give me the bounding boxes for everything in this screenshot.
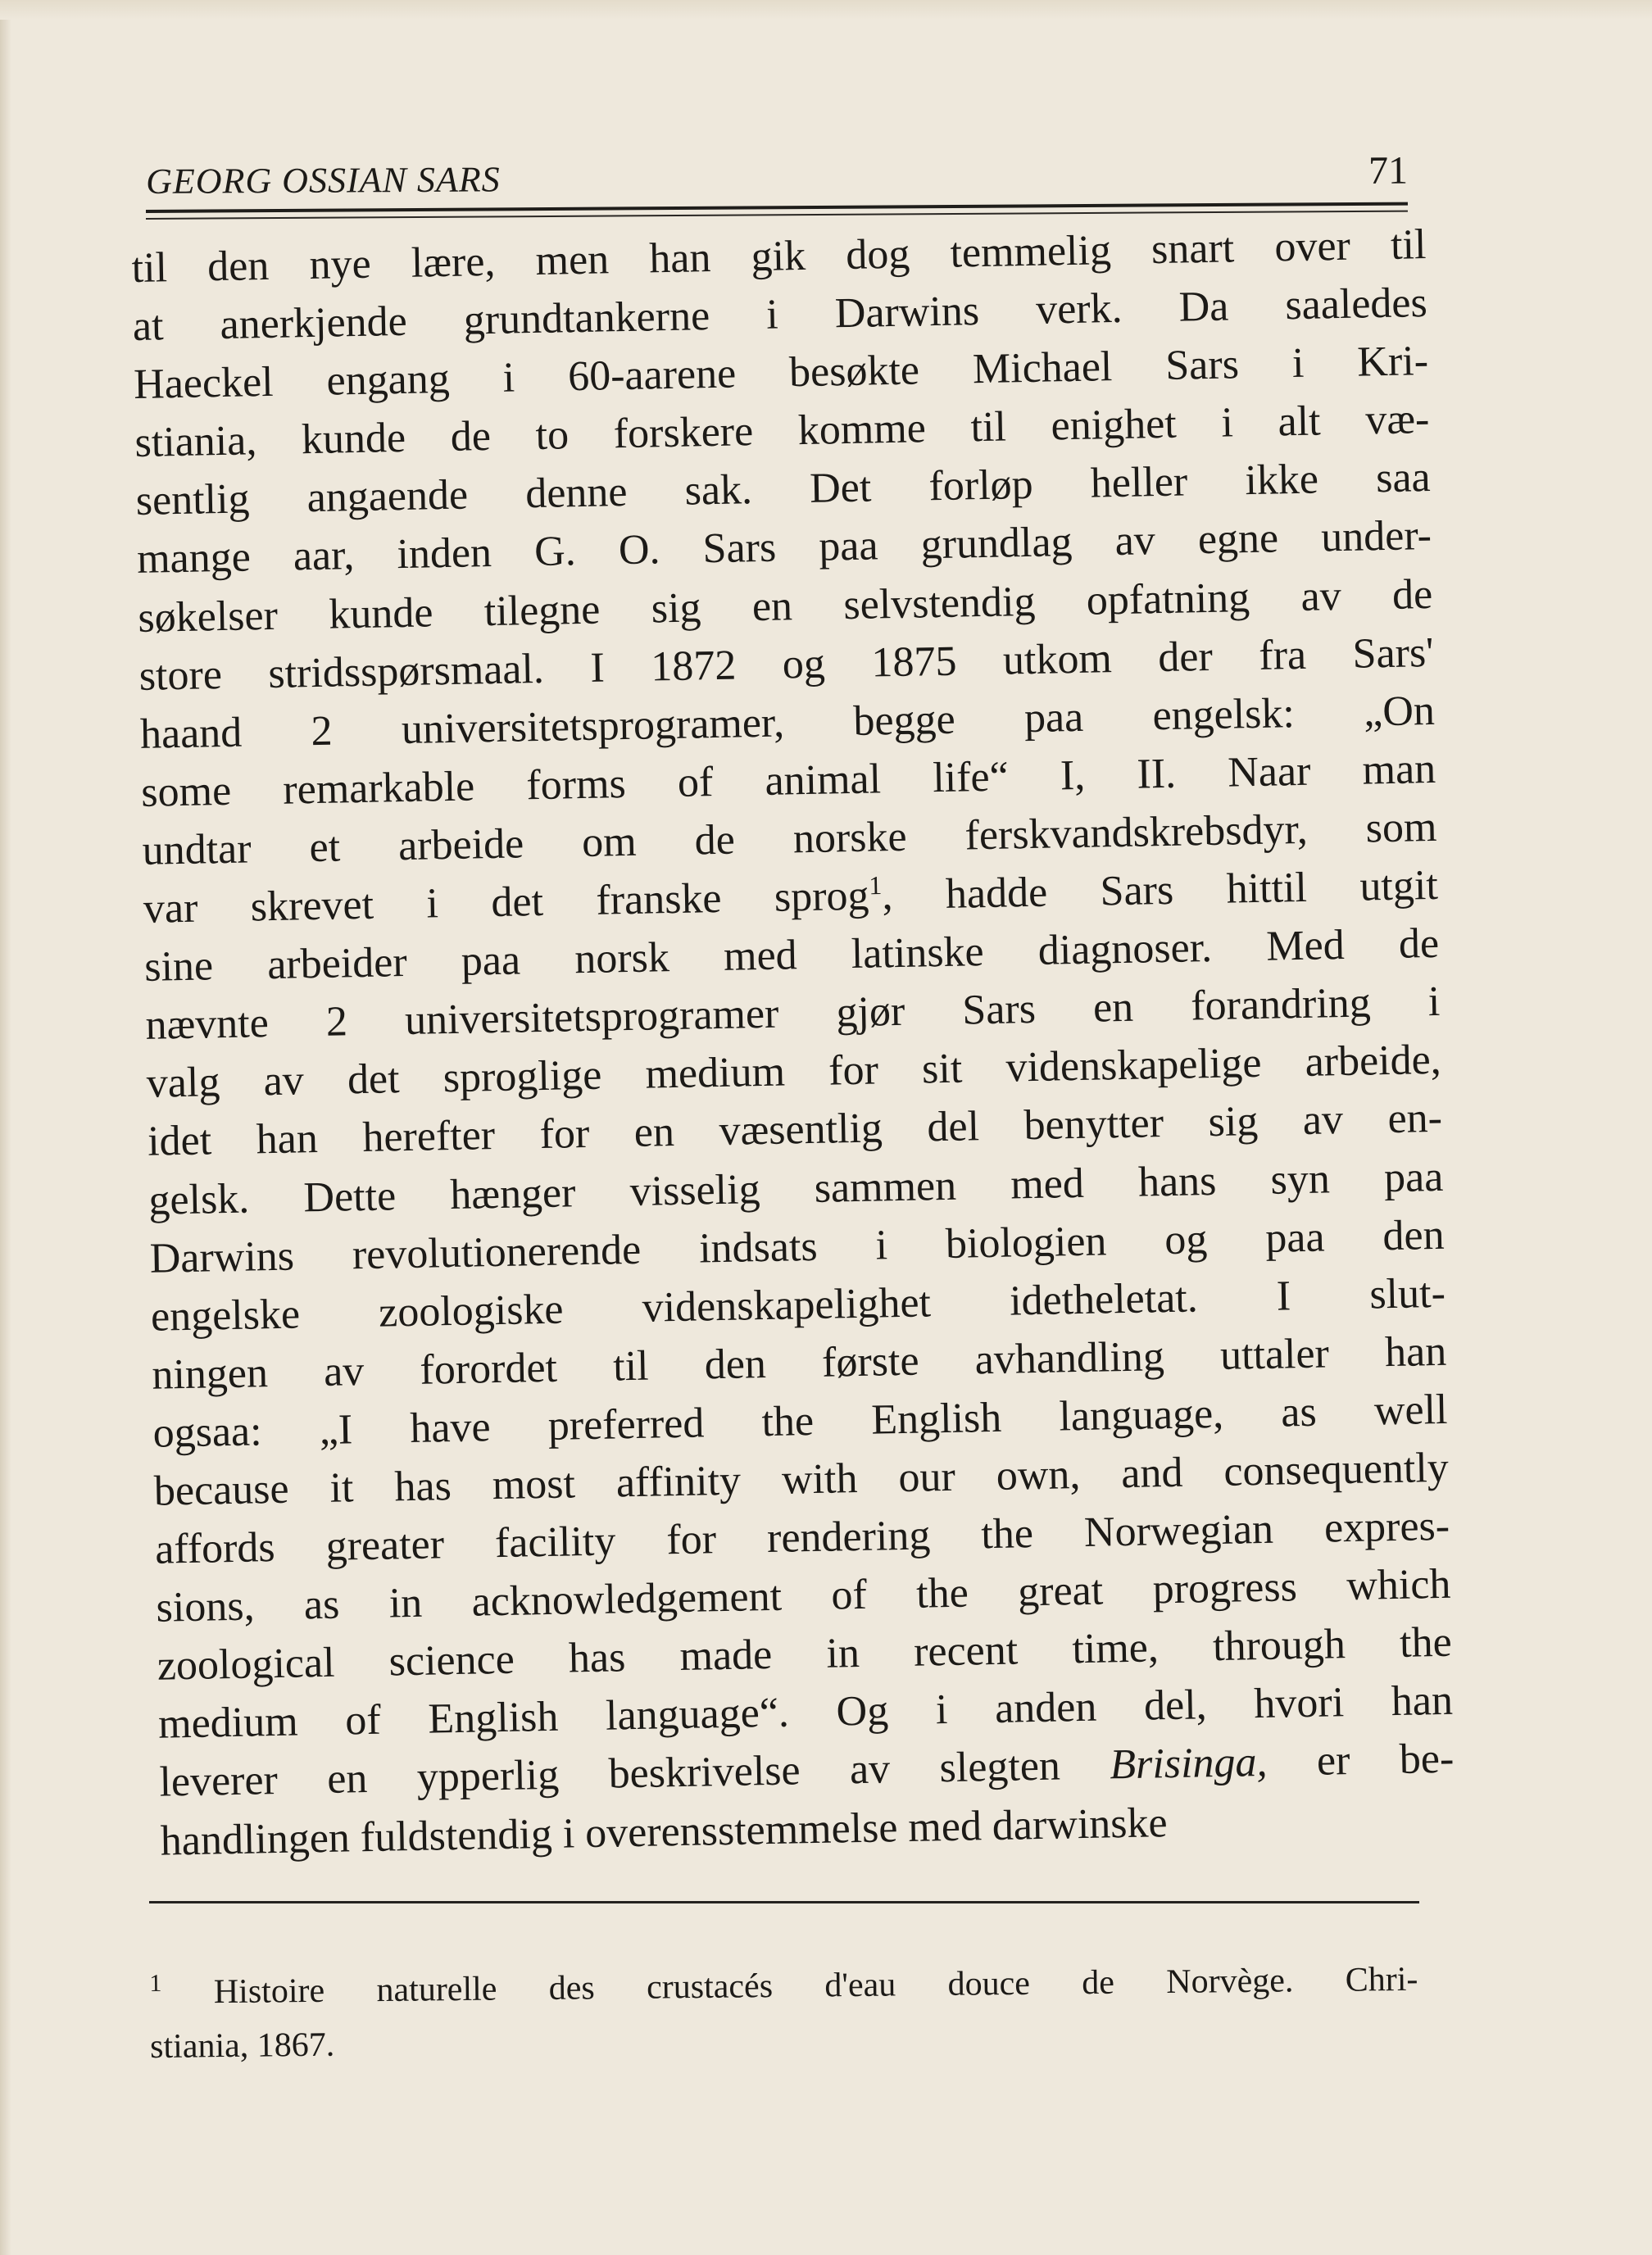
footnote-marker: 1: [149, 1969, 162, 1997]
footnote: [149, 1944, 1418, 2074]
paper-top-edge: [0, 0, 1652, 20]
body-line-15: valg av det sproglige medium for sit videnskapelige arbeide,: [146, 1037, 1442, 1108]
body-line-27-tail: er be-: [1266, 1735, 1455, 1786]
footnote-reference: 1: [868, 870, 883, 901]
body-text: [131, 216, 1455, 1870]
body-line-5: sentlig angaende denne sak. Det forløp heller ikke saa: [135, 454, 1432, 525]
paper-left-edge: [0, 0, 11, 2255]
body-line-9: haand 2 universitetsprogramer, begge paa engelsk: „On: [139, 687, 1436, 758]
body-line-25: zoological science has made in recent time, through the: [157, 1619, 1453, 1690]
body-line-21: ogsaa: „I have preferred the English language, as well: [152, 1386, 1448, 1457]
body-line-10: some remarkable forms of animal life“ I, II. Naar man: [140, 745, 1436, 816]
body-line-14: nævnte 2 universitetsprogramer gjør Sars en forandring i: [145, 978, 1441, 1050]
body-line-6: mange aar, inden G. O. Sars paa grundlag av egne under-: [136, 512, 1432, 583]
body-line-27-text: leverer en ypperlig beskrivelse av slegten: [159, 1742, 1061, 1807]
running-title: GEORG OSSIAN SARS: [145, 159, 501, 202]
body-line-22: because it has most affinity with our own, and consequently: [153, 1444, 1450, 1515]
italic-genus-name: Brisinga,: [1109, 1739, 1268, 1789]
footnote-line-2: stiania, 1867.: [149, 2026, 335, 2066]
body-line-28: handlingen fuldstendig i overensstemmelse med darwinske: [160, 1799, 1169, 1865]
body-line-17: gelsk. Dette hænger visselig sammen med hans syn paa: [148, 1153, 1444, 1224]
body-line-2: at anerkjende grundtankerne i Darwins verk. Da saaledes: [132, 279, 1428, 351]
body-line-18: Darwins revolutionerende indsats i biologien og paa den: [149, 1211, 1446, 1282]
body-line-16: idet han herefter for en væsentlig del benytter sig av en-: [147, 1095, 1443, 1166]
body-line-11: undtar et arbeide om de norske ferskvandskrebsdyr, som: [142, 803, 1437, 874]
body-line-19: engelske zoologiske videnskapelighet idetheletat. I slut-: [150, 1269, 1446, 1341]
body-line-12-text: var skrevet i det franske sprog: [143, 872, 870, 932]
body-line-12-tail: , hadde Sars hittil utgit: [881, 861, 1439, 919]
body-line-23: affords greater facility for rendering the Norwegian expres-: [154, 1502, 1450, 1573]
body-line-4: stiania, kunde de to forskere komme til enighet i alt væ-: [134, 396, 1430, 467]
body-line-7: søkelser kunde tilegne sig en selvstendig opfatning av de: [137, 570, 1433, 642]
footnote-line-1: [149, 1944, 1418, 2020]
page-number: 71: [1368, 148, 1409, 193]
body-line-8: store stridsspørsmaal. I 1872 og 1875 utkom der fra Sars': [138, 628, 1435, 700]
body-line-1: til den nye lære, men han gik dog temmelig snart over til: [131, 221, 1427, 292]
body-line-13: sine arbeider paa norsk med latinske diagnoser. Med de: [143, 920, 1440, 991]
body-line-24: sions, as in acknowledgement of the great progress which: [156, 1560, 1451, 1631]
body-line-26: medium of English language“. Og i anden del, hvori han: [157, 1677, 1454, 1749]
body-line-3: Haeckel engang i 60-aarene besøkte Michael Sars i Kri-: [133, 338, 1429, 409]
body-line-20: ningen av forordet til den første avhandling uttaler han: [151, 1327, 1447, 1399]
footnote-text-1: Histoire naturelle des crustacés d'eau douce de Norvège. Chri-: [161, 1960, 1418, 2012]
footnote-rule: [149, 1901, 1419, 1903]
